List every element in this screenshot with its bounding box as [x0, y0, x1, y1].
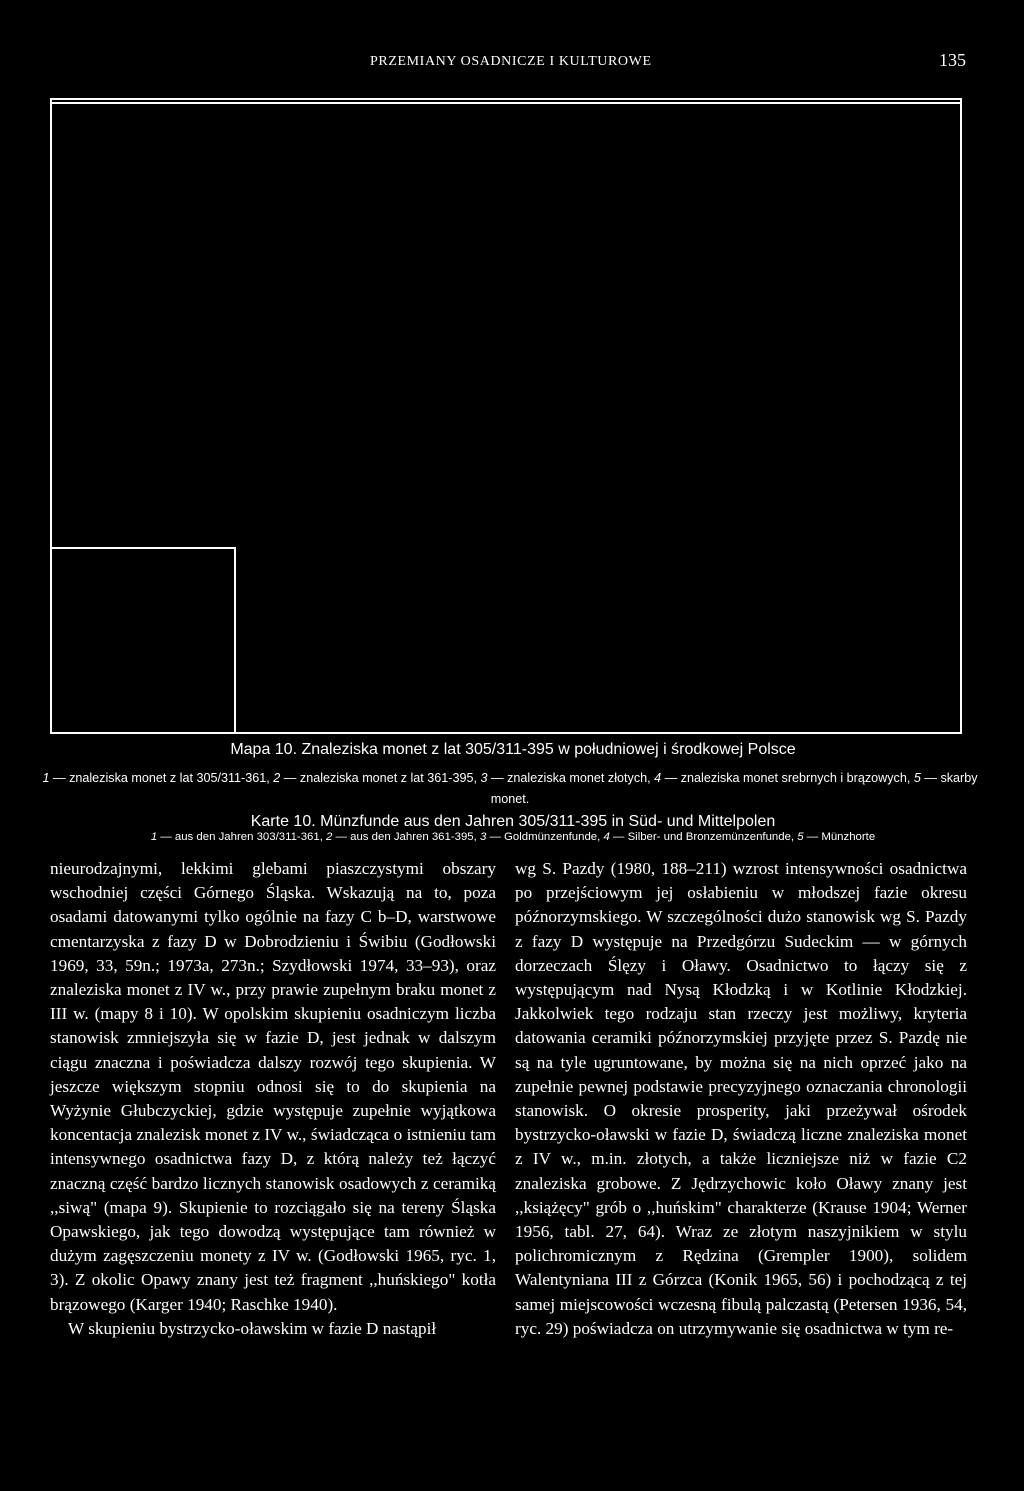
legend-item: 3 — Goldmünzenfunde, [479, 831, 601, 843]
page-header [370, 50, 966, 76]
map-frame [50, 98, 962, 734]
legend-item: 4 — znaleziska monet srebrnych i brązowych, [654, 771, 911, 785]
body-column-left [50, 857, 496, 1341]
map-caption-german-title: Karte 10. Münzfunde aus den Jahren 305/311-395 in Süd- und Mittelpolen [250, 813, 776, 830]
body-column-right [515, 857, 967, 1341]
map-caption-polish-title: Mapa 10. Znaleziska monet z lat 305/311-395 w południowej i środkowej Polsce [230, 741, 796, 758]
body-paragraph: wg S. Pazdy (1980, 188–211) wzrost intensywności osadnictwa po przejściowym jej osłabieniu w młodszej fazie okresu późnorzymskiego. W szczególności dużo stanowisk wg S. Pazdy z fazy D występuje na Przedgórzu Sudeckim — w górnych dorzeczach Ślęzy i Oławy. Osadnictwo to łączy się z występującym nad Nysą Kłodzką i w Kotlinie Kłodzkiej. Jakkolwiek tego rodzaju stan rzeczy jest możliwy, kryteria datowania ceramiki późnorzymskiej przyjęte przez S. Pazdę nie są na tyle ugruntowane, by można się na nich oprzeć jako na zupełnie pewnej podstawie precyzyjnego oznaczania chronologii stanowisk. O okresie prosperity, jaki przeżywał ośrodek bystrzycko-oławski w fazie D, świadczą liczne znaleziska monet z IV w., m.in. złotych, a także liczniejsze niż w fazie C2 znaleziska grobowe. Z Jędrzychowic koło Oławy znany jest ,,książęcy" grób o ,,huńskim" charakterze (Krause 1904; Werner 1956, tabl. 27, 64). Wraz ze złotym naszyjnikiem w stylu polichromicznym z Rędzina (Grempler 1900), solidem Walentyniana III z Górzca (Konik 1965, 56) i pochodzącą z tej samej miejscowości wczesną fibulą palczastą (Petersen 1936, 54, ryc. 29) poświadcza on utrzymywanie się osadnictwa w tym re- [515, 859, 967, 1338]
legend-item: 1 — aus den Jahren 303/311-361, [150, 831, 323, 843]
map-caption-polish-legend [30, 768, 990, 810]
legend-item: 2 — znaleziska monet z lat 361-395, [273, 771, 478, 785]
map-top-rule [50, 102, 962, 104]
map-inset-frame [52, 547, 236, 734]
legend-item: 1 — znaleziska monet z lat 305/311-361, [42, 771, 270, 785]
legend-item: 4 — Silber- und Bronzemünzenfunde, [603, 831, 795, 843]
legend-item: 2 — aus den Jahren 361-395, [326, 831, 477, 843]
legend-item: 5 — Münzhorte [797, 831, 876, 843]
page-number: 135 [939, 50, 966, 70]
running-title: PRZEMIANY OSADNICZE I KULTUROWE [370, 54, 652, 69]
body-paragraph: nieurodzajnymi, lekkimi glebami piaszczystymi obszary wschodniej części Górnego Śląska. Wskazują na to, poza osadami datowanymi tylko ogólnie na fazy C b–D, warstwowe cmentarzyska z fazy D w Dobrodzieniu i Świbiu (Godłowski 1969, 33, 59n.; 1973a, 273n.; Szydłowski 1974, 33–93), oraz znaleziska monet z IV w., przy prawie zupełnym braku monet z III w. (mapy 8 i 10). W opolskim skupieniu osadniczym liczba stanowisk zmniejszyła się w fazie D, jest jednak w dalszym ciągu znaczna i poświadcza dalszy rozwój tego skupienia. W jeszcze większym stopniu odnosi się to do skupienia na Wyżynie Głubczyckiej, gdzie występuje zupełnie wyjątkowa koncentacja znalezisk monet z IV w., świadcząca o istnieniu tam intensywnego osadnictwa fazy D, z którą należy też łączyć znaczną część bardzo licznych stanowisk osadowych z ceramiką ,,siwą" (mapa 9). Skupienie to rozciągało się na tereny Śląska Opawskiego, jak tego dowodzą występujące tam również w dużym zagęszczeniu monety z IV w. (Godłowski 1965, ryc. 1, 3). Z okolic Opawy znany jest też fragment ,,huńskiego" kotła brązowego (Karger 1940; Raschke 1940). [50, 859, 496, 1314]
legend-item: 5 — skarby monet. [490, 771, 978, 806]
body-paragraph: W skupieniu bystrzycko-oławskim w fazie D nastąpił [68, 1318, 437, 1338]
map-caption-german-legend [30, 827, 996, 847]
legend-item: 3 — znaleziska monet złotych, [480, 771, 651, 785]
